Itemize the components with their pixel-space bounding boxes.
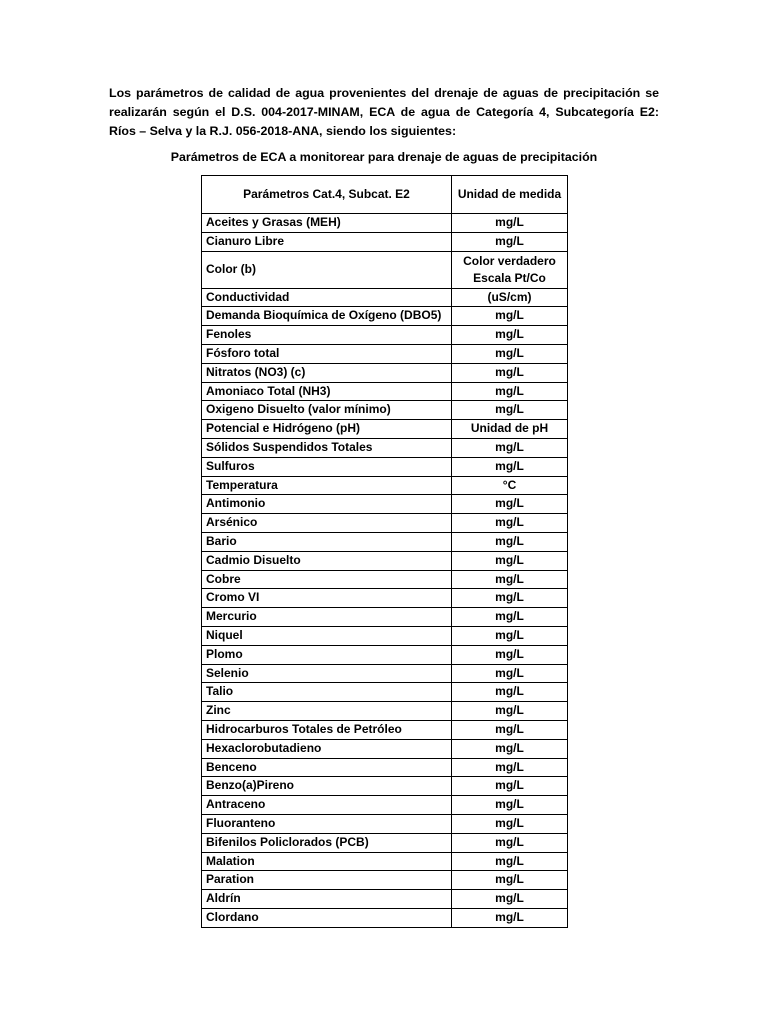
- unit-cell: mg/L: [452, 720, 568, 739]
- parameter-cell: Sólidos Suspendidos Totales: [202, 438, 452, 457]
- table-row: [202, 438, 568, 457]
- parameter-cell: Aceites y Grasas (MEH): [202, 214, 452, 233]
- table-row: [202, 908, 568, 927]
- table-row: [202, 288, 568, 307]
- table-row: [202, 420, 568, 439]
- parameter-cell: Plomo: [202, 645, 452, 664]
- unit-cell: mg/L: [452, 777, 568, 796]
- header-parameter: Parámetros Cat.4, Subcat. E2: [202, 176, 452, 214]
- parameter-cell: Benzo(a)Pireno: [202, 777, 452, 796]
- parameters-table: [201, 175, 568, 928]
- parameter-cell: Fósforo total: [202, 344, 452, 363]
- table-row: [202, 683, 568, 702]
- parameter-cell: Cadmio Disuelto: [202, 551, 452, 570]
- unit-cell: mg/L: [452, 551, 568, 570]
- parameter-cell: Cobre: [202, 570, 452, 589]
- parameter-cell: Malation: [202, 852, 452, 871]
- table-row: [202, 890, 568, 909]
- table-body: [202, 214, 568, 928]
- parameter-cell: Potencial e Hidrógeno (pH): [202, 420, 452, 439]
- unit-cell: mg/L: [452, 401, 568, 420]
- unit-cell: mg/L: [452, 833, 568, 852]
- parameter-cell: Temperatura: [202, 476, 452, 495]
- table-row: [202, 702, 568, 721]
- table-row: [202, 720, 568, 739]
- parameter-cell: Cianuro Libre: [202, 232, 452, 251]
- parameter-cell: Mercurio: [202, 608, 452, 627]
- table-title: Parámetros de ECA a monitorear para drenaje de aguas de precipitación: [170, 150, 598, 164]
- parameter-cell: Fluoranteno: [202, 814, 452, 833]
- parameter-cell: Sulfuros: [202, 457, 452, 476]
- unit-cell: mg/L: [452, 363, 568, 382]
- parameter-cell: Selenio: [202, 664, 452, 683]
- unit-cell: mg/L: [452, 626, 568, 645]
- table-row: [202, 457, 568, 476]
- table-row: [202, 645, 568, 664]
- table-row: [202, 814, 568, 833]
- parameter-cell: Conductividad: [202, 288, 452, 307]
- table-row: [202, 608, 568, 627]
- unit-cell: mg/L: [452, 495, 568, 514]
- unit-cell: Unidad de pH: [452, 420, 568, 439]
- table-row: [202, 251, 568, 288]
- unit-cell: mg/L: [452, 814, 568, 833]
- header-unit: Unidad de medida: [452, 176, 568, 214]
- unit-cell: mg/L: [452, 570, 568, 589]
- parameter-cell: Talio: [202, 683, 452, 702]
- table-row: [202, 626, 568, 645]
- table-row: [202, 758, 568, 777]
- intro-paragraph: Los parámetros de calidad de agua provenientes del drenaje de aguas de precipitación se realizarán según el D.S. 004-2017-MINAM, ECA de agua de Categoría 4, Subcategoría E2: Ríos – Selva y la R.J. 056-2018-ANA, siendo los siguientes:: [109, 86, 659, 138]
- parameter-cell: Clordano: [202, 908, 452, 927]
- unit-cell: mg/L: [452, 232, 568, 251]
- unit-cell: mg/L: [452, 532, 568, 551]
- unit-cell: mg/L: [452, 852, 568, 871]
- table-row: [202, 739, 568, 758]
- table-row: [202, 589, 568, 608]
- unit-cell: mg/L: [452, 890, 568, 909]
- unit-cell: °C: [452, 476, 568, 495]
- parameter-cell: Fenoles: [202, 326, 452, 345]
- unit-cell: mg/L: [452, 608, 568, 627]
- table-header-row: [202, 176, 568, 214]
- table-row: [202, 796, 568, 815]
- parameter-cell: Demanda Bioquímica de Oxígeno (DBO5): [202, 307, 452, 326]
- parameter-cell: Hidrocarburos Totales de Petróleo: [202, 720, 452, 739]
- table-row: [202, 514, 568, 533]
- unit-cell: mg/L: [452, 589, 568, 608]
- unit-cell: (uS/cm): [452, 288, 568, 307]
- table-row: [202, 551, 568, 570]
- table-row: [202, 871, 568, 890]
- unit-cell: mg/L: [452, 758, 568, 777]
- unit-cell: mg/L: [452, 739, 568, 758]
- unit-cell: mg/L: [452, 683, 568, 702]
- table-row: [202, 476, 568, 495]
- unit-cell: mg/L: [452, 514, 568, 533]
- parameter-cell: Paration: [202, 871, 452, 890]
- table-row: [202, 532, 568, 551]
- unit-cell: mg/L: [452, 702, 568, 721]
- parameter-cell: Cromo VI: [202, 589, 452, 608]
- unit-cell: mg/L: [452, 382, 568, 401]
- parameter-cell: Oxigeno Disuelto (valor mínimo): [202, 401, 452, 420]
- parameter-cell: Zinc: [202, 702, 452, 721]
- table-row: [202, 777, 568, 796]
- unit-cell: mg/L: [452, 307, 568, 326]
- table-row: [202, 307, 568, 326]
- parameter-cell: Amoniaco Total (NH3): [202, 382, 452, 401]
- parameter-cell: Aldrín: [202, 890, 452, 909]
- unit-cell: mg/L: [452, 326, 568, 345]
- table-row: [202, 232, 568, 251]
- unit-cell: mg/L: [452, 645, 568, 664]
- unit-cell: mg/L: [452, 871, 568, 890]
- parameter-cell: Nitratos (NO3) (c): [202, 363, 452, 382]
- parameter-cell: Bifenilos Policlorados (PCB): [202, 833, 452, 852]
- table-row: [202, 852, 568, 871]
- table-row: [202, 326, 568, 345]
- table-row: [202, 344, 568, 363]
- table-row: [202, 214, 568, 233]
- unit-cell: Color verdadero Escala Pt/Co: [452, 251, 568, 288]
- table-row: [202, 664, 568, 683]
- unit-cell: mg/L: [452, 908, 568, 927]
- unit-cell: mg/L: [452, 438, 568, 457]
- parameter-cell: Hexaclorobutadieno: [202, 739, 452, 758]
- parameter-cell: Arsénico: [202, 514, 452, 533]
- parameter-cell: Bario: [202, 532, 452, 551]
- table-row: [202, 495, 568, 514]
- unit-cell: mg/L: [452, 214, 568, 233]
- unit-cell: mg/L: [452, 344, 568, 363]
- table-row: [202, 382, 568, 401]
- parameter-cell: Benceno: [202, 758, 452, 777]
- table-row: [202, 401, 568, 420]
- table-row: [202, 570, 568, 589]
- unit-cell: mg/L: [452, 664, 568, 683]
- unit-cell: mg/L: [452, 796, 568, 815]
- table-row: [202, 833, 568, 852]
- unit-cell: mg/L: [452, 457, 568, 476]
- parameter-cell: Niquel: [202, 626, 452, 645]
- parameter-cell: Antimonio: [202, 495, 452, 514]
- table-row: [202, 363, 568, 382]
- parameter-cell: Color (b): [202, 251, 452, 288]
- parameter-cell: Antraceno: [202, 796, 452, 815]
